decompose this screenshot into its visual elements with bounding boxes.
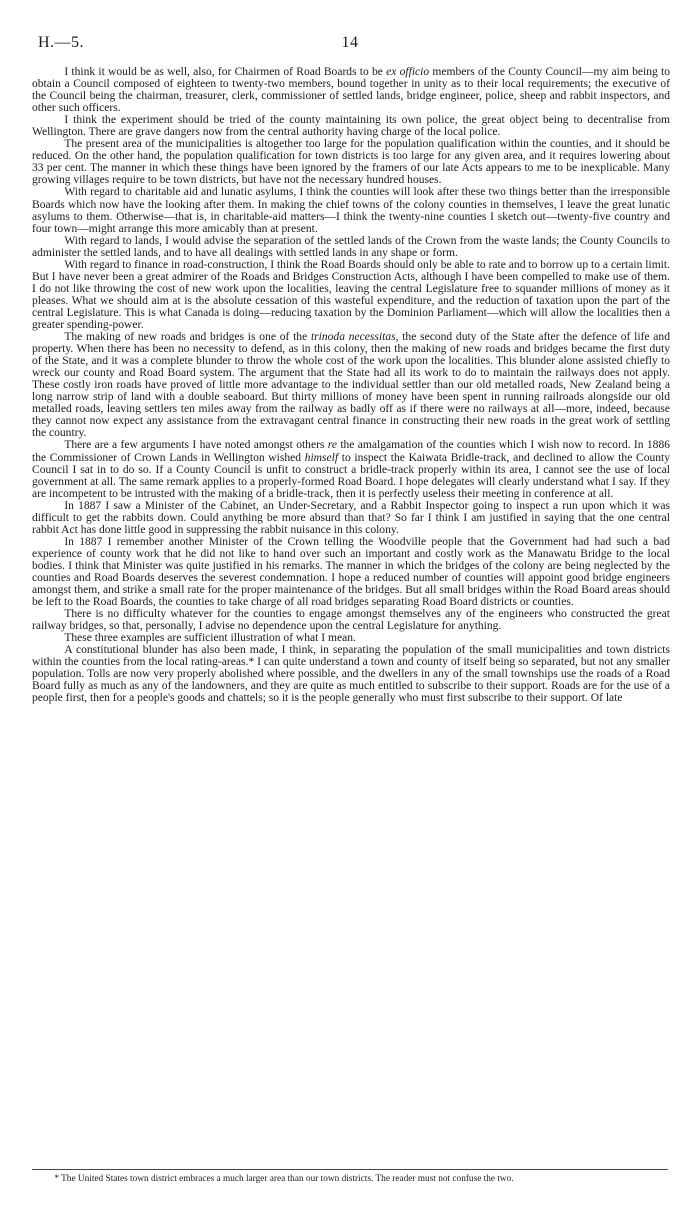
document-reference: H.—5. xyxy=(38,34,85,51)
paragraph xyxy=(32,331,670,439)
paragraph-text: to inspect the Kaiwata Bridle-track, and declined to allow the County Council I sat in to do so. If a County Council is unfit to construct a bridle-track properly within its area, I cannot see the use of local government at all. The same remark applies to a properly-formed Road Board. I hope delegates will clearly understand what I say. If they are incompetent to be intrusted with the making of a bridle-track, then it is perfectly useless their meeting in conference at all. xyxy=(32,451,671,500)
paragraph xyxy=(32,439,670,499)
paragraph xyxy=(32,259,670,331)
paragraph-text: These three examples are sufficient illustration of what I mean. xyxy=(64,632,356,645)
paragraph xyxy=(32,235,670,259)
italic-term: himself xyxy=(304,451,339,464)
paragraph-text: members of the County Council—my aim being to obtain a Council composed of eighteen to twenty-two members, bound together in unity as to their local requirements; the executive of the Council being the chairman, treasurer, clerk, commissioner of settled lands, bridge engineer, police, sheep and rabbit inspectors, and other such officers. xyxy=(32,66,670,115)
paragraph-text: With regard to charitable aid and lunatic asylums, I think the counties will look after these two things better than the irresponsible Boards which now have the looking after them. In making the chief towns of the colony counties in themselves, I leave the great lunatic asylums to them. Otherwise—that is, in charitable-aid matters—I think the twenty-nine counties I sketch out—twenty-five country and four town—might arrange this more amicably than at present. xyxy=(32,186,670,235)
body-text xyxy=(32,66,670,704)
paragraph xyxy=(32,632,670,644)
paragraph-text: I think it would be as well, also, for Chairmen of Road Boards to be xyxy=(64,66,387,78)
page-header xyxy=(30,34,670,54)
paragraph-text: A constitutional blunder has also been made, I think, in separating the population of the small municipalities and town districts within the counties from the local rating-areas.* I can quite understand a town and county of itself being so separated, but not any smaller population. Tolls are now very properly abolished where possible, and the dwellers in any of the small townships use the roads of a Road Board fully as much as any of the landowners, and they are quite as much entitled to subscribe to their support. Roads are for the use of a people first, then for a people's goods and chattels; so it is the people generally who must first subscribe to their support. Of late xyxy=(32,644,670,705)
paragraph-text: , the second duty of the State after the defence of life and property. When there has been no necessity to defend, as in this colony, then the making of new roads and bridges became the first duty of the State, and it was a complete blunder to throw the whole cost of the work upon the localities. This blunder alone assisted chiefly to wreck our county and Road Board system. The argument that the State had all its work to do to maintain the railways does not apply. These costly iron roads have proved of little more advantage to the individual settler than our old metalled roads, New Zealand being a long narrow strip of land with a double seaboard. But thirty millions of money have been spent in running railroads alongside our old metalled roads, leaving settlers ten miles away from the railway as badly off as if there were no railways at all—more, indeed, because they cannot now expect any assistance from the extravagant central finance in constructing their new roads in the great work of settling the country. xyxy=(32,331,670,440)
italic-term: trinoda necessitas xyxy=(310,331,396,344)
paragraph xyxy=(32,500,670,536)
paragraph-text: The making of new roads and bridges is one of the xyxy=(64,331,311,344)
paragraph-text: With regard to finance in road-construction, I think the Road Boards should only be able to rate and to borrow up to a certain limit. But I have never been a great admirer of the Roads and Bridges Construction Acts, although I have been compelled to make use of them. I do not like throwing the cost of new work upon the localities, leaving the central Legislature free to squander millions of money as it pleases. What we should aim at is the absolute cessation of this wasteful expenditure, and the reduction of taxation upon the part of the central Legislature. This is what Canada is doing—reducing taxation by the Dominion Parliament—which will allow the localities then a greater spending-power. xyxy=(32,258,670,331)
paragraph-text: In 1887 I remember another Minister of the Crown telling the Woodville people that the Government had had such a bad experience of county work that he did not like to hand over such an important and costly work as the Manawatu Bridge to the local bodies. I think that Minister was quite justified in his remarks. The manner in which the bridges of the colony are being neglected by the counties and Road Boards deserves the severest condemnation. I hope a reduced number of counties will appoint good bridge engineers amongst them, and strike a small rate for the proper maintenance of the bridges. But all small bridges within the Road Board areas should be left to the Road Boards, the counties to take charge of all road bridges separating Road Board districts or counties. xyxy=(32,535,670,609)
paragraph-text: There are a few arguments I have noted amongst others xyxy=(64,439,328,452)
paragraph-text: In 1887 I saw a Minister of the Cabinet, an Under-Secretary, and a Rabbit Inspector going to inspect a run upon which it was difficult to get the rabbits down. Could anything be more absurd than that? So far I think I am justified in saying that the one central rabbit Act has done little good in suppressing the rabbit nuisance in this colony. xyxy=(32,499,670,536)
paragraph xyxy=(32,138,670,186)
paragraph xyxy=(32,536,670,608)
paragraph-text: There is no difficulty whatever for the counties to engage amongst themselves any of the engineers who constructed the great railway bridges, so that, personally, I advise no dependence upon the central Legislature for anything. xyxy=(32,608,670,633)
paragraph xyxy=(32,644,670,704)
page-number: 14 xyxy=(341,34,359,51)
paragraph-text: The present area of the municipalities is altogether too large for the population qualification within the counties, and it should be reduced. On the other hand, the population qualification for town districts is too large for any given area, and it requires lowering about 33 per cent. The manner in which these things have been ignored by the framers of our late Acts appears to me to be inexplicable. Many growing villages require to be town districts, but have not the necessary hundred houses. xyxy=(32,138,670,187)
paragraph xyxy=(32,608,670,632)
paragraph-text: I think the experiment should be tried of the county maintaining its own police, the great object being to decentralise from Wellington. There are grave dangers now from the central authority having charge of the local police. xyxy=(32,114,670,139)
paragraph-text: the amalgamation of the counties which I wish now to record. In 1886 the Commissioner of Crown Lands in Wellington wished xyxy=(32,439,670,464)
italic-term: ex officio xyxy=(386,66,430,78)
footnote: * The United States town district embraces a much larger area than our town districts. The reader must not confuse the two. xyxy=(54,1174,514,1184)
paragraph xyxy=(32,66,670,114)
footnote-divider xyxy=(32,1169,668,1170)
italic-term: re xyxy=(327,439,337,452)
paragraph xyxy=(32,114,670,138)
paragraph xyxy=(32,186,670,234)
paragraph-text: With regard to lands, I would advise the separation of the settled lands of the Crown from the waste lands; the County Councils to administer the settled lands, and to have all dealings with settled lands in any shape or form. xyxy=(32,234,670,259)
